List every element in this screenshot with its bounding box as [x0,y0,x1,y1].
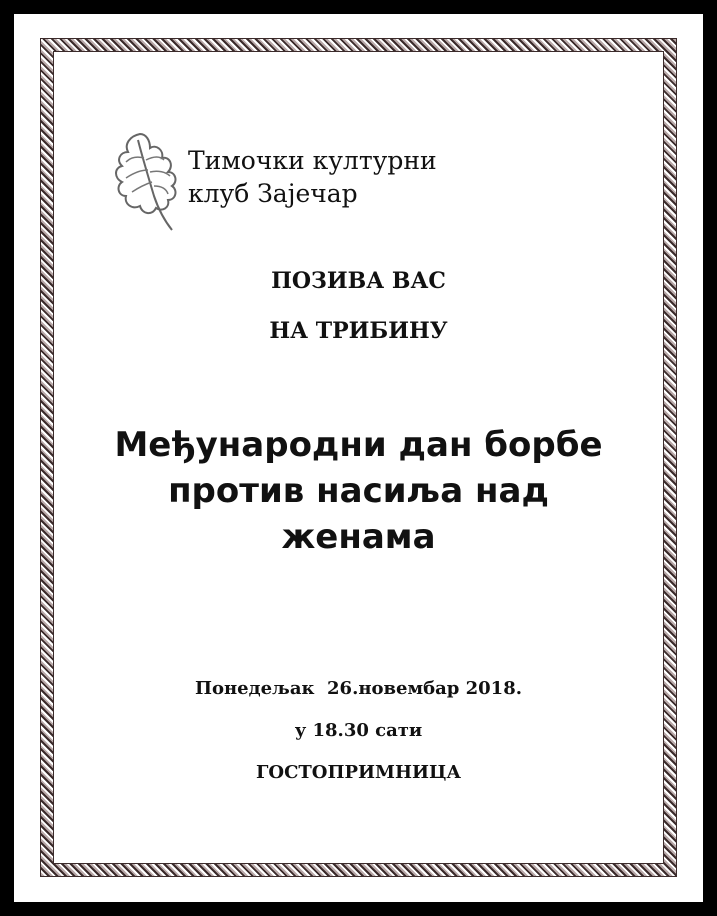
event-date: Понедељак 26.новембар 2018. [194,678,523,699]
event-title-line3: женама [281,517,436,557]
organization-name-line2: клуб Зајечар [188,179,358,208]
event-time: у 18.30 сати [294,720,423,741]
event-title [14,422,703,560]
invitation-line1: ПОЗИВА ВАС [271,268,446,294]
event-title-line2: против насиља над [168,471,549,511]
organization-name-line1: Тимочки културни [188,146,437,175]
organization-name [188,144,437,210]
poster-page [14,14,703,902]
invitation-line2: НА ТРИБИНУ [269,318,448,344]
event-venue: ГОСТОПРИМНИЦА [255,762,462,783]
event-title-line1: Међународни дан борбе [114,425,603,465]
oak-leaf-icon [110,126,182,236]
